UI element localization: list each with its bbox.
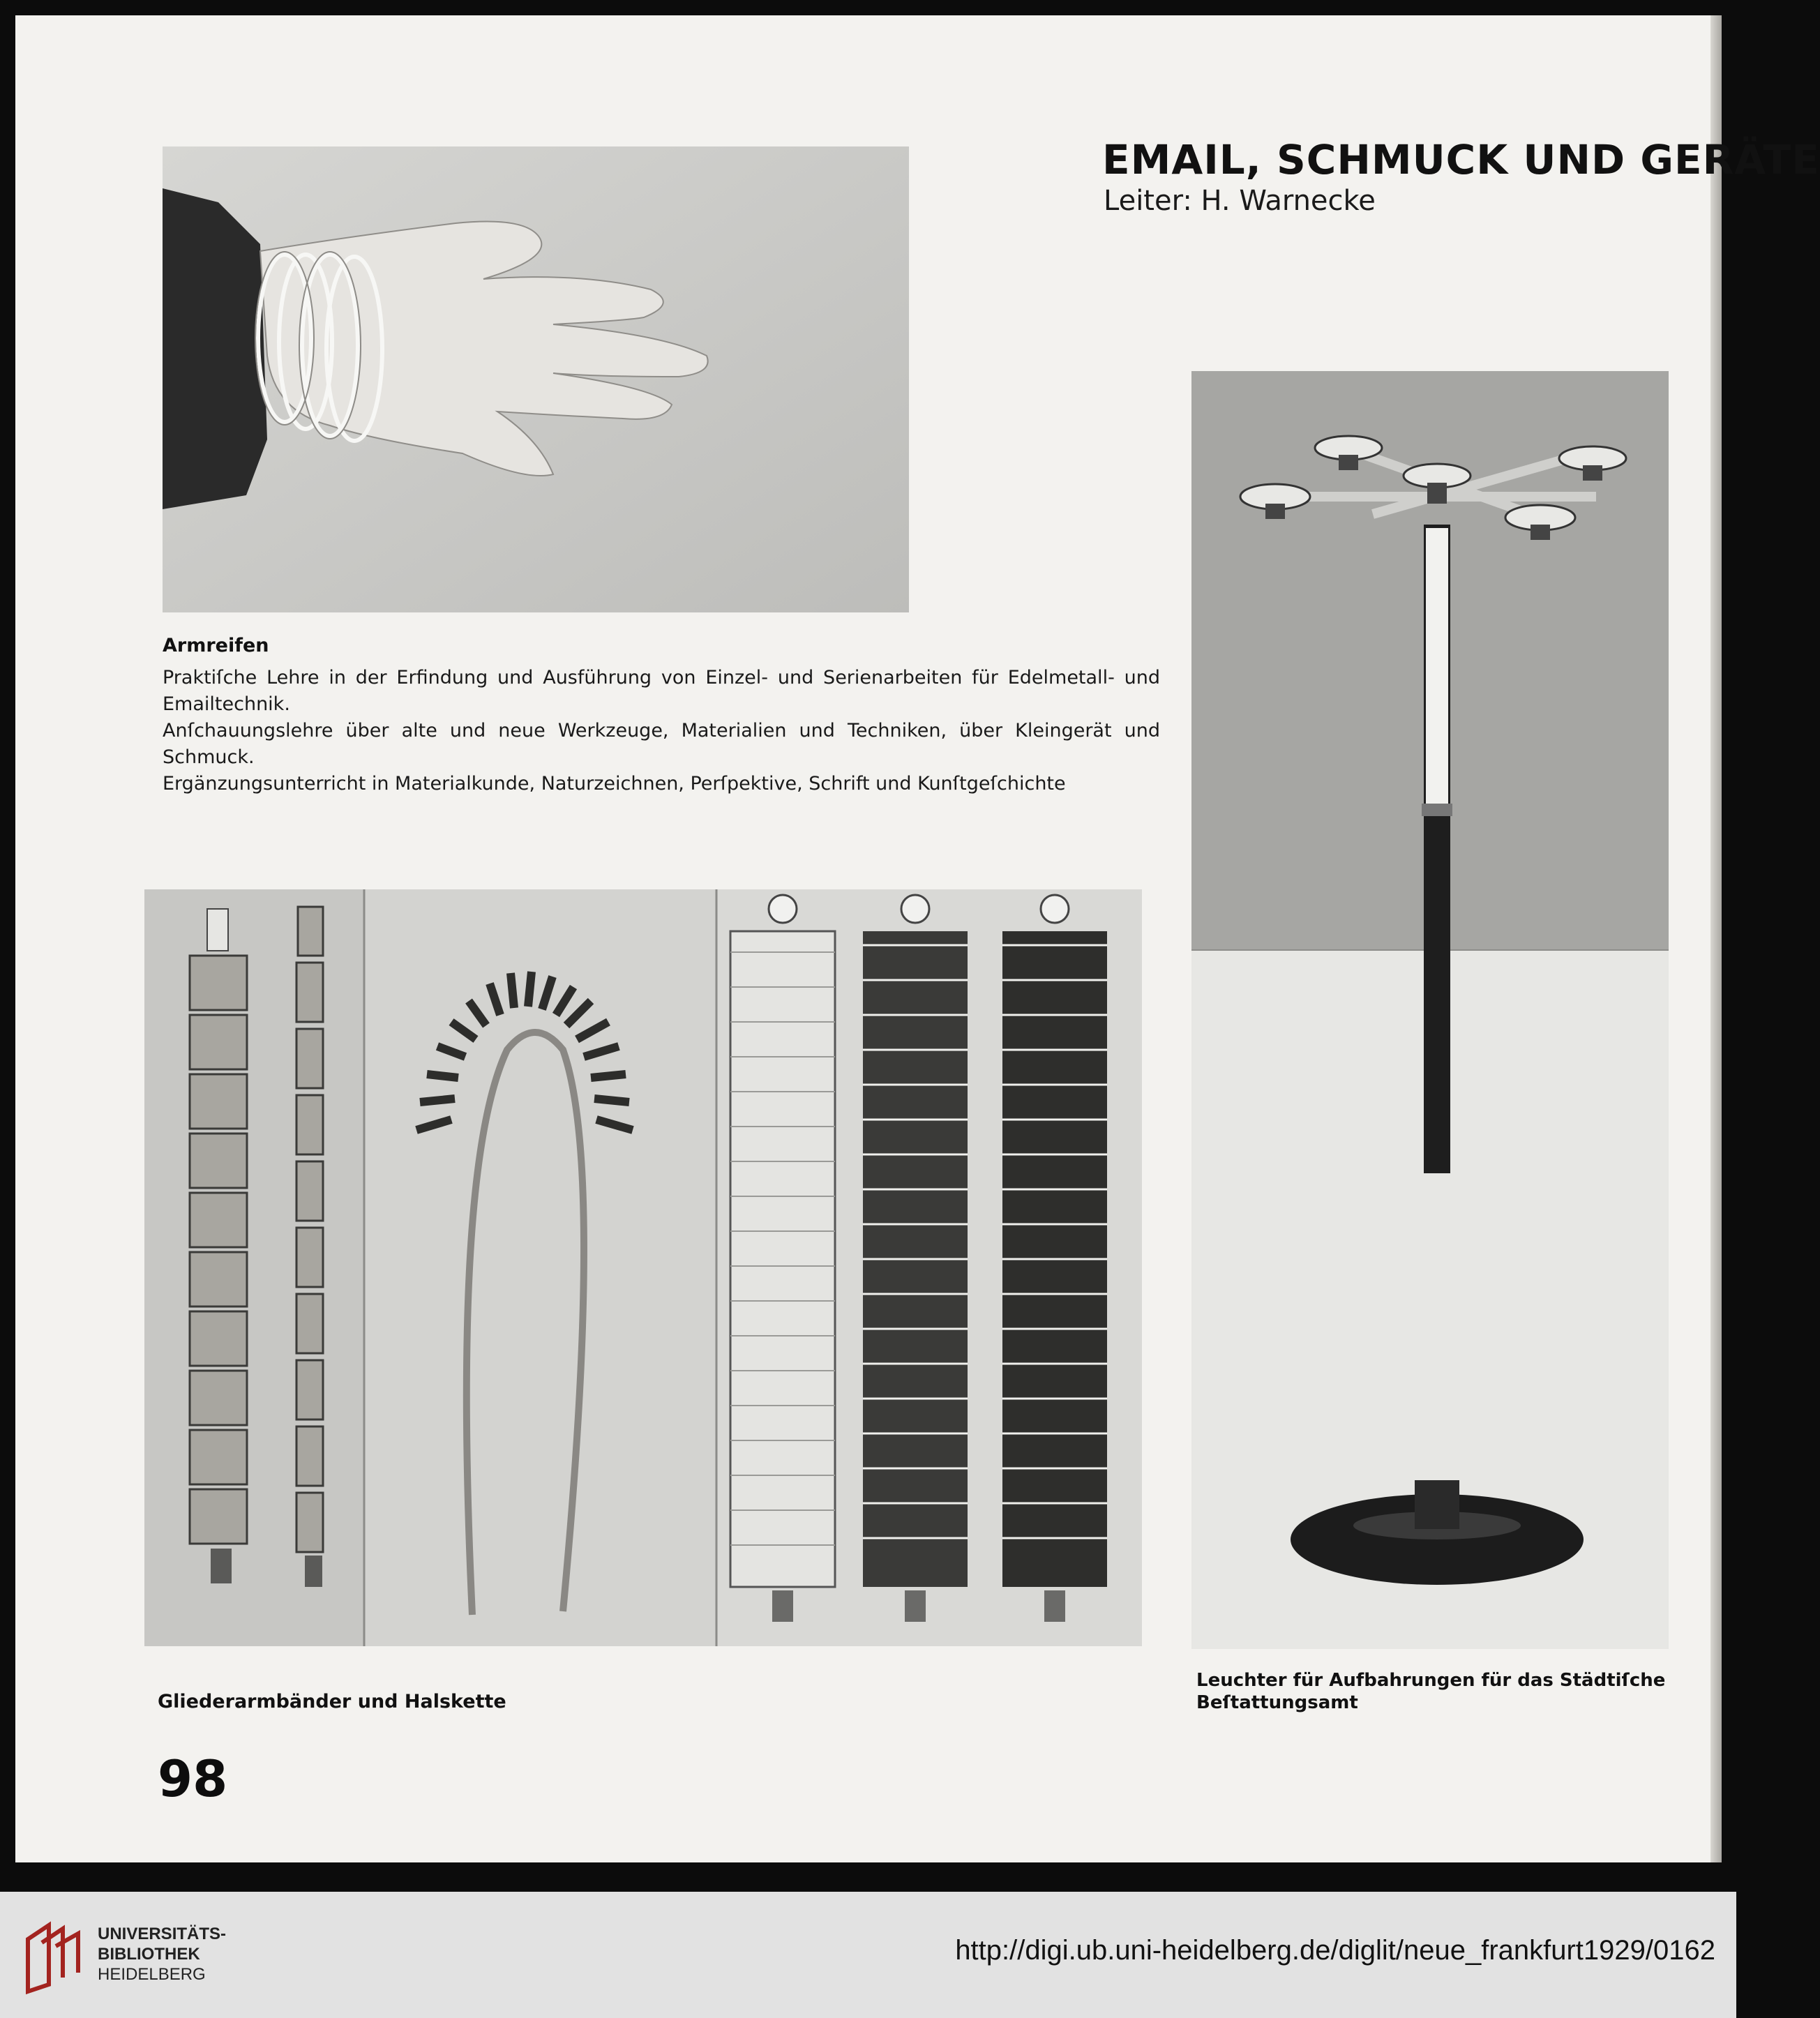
- caption-armreifen: Armreifen: [163, 635, 269, 656]
- body-line-1: Praktiſche Lehre in der Erfindung und Ausführung von Einzel- und Serienarbeiten für Edelmetall- und Emailtechnik.: [163, 667, 1160, 715]
- page-subtitle: Leiter: H. Warnecke: [1104, 185, 1376, 217]
- source-url-link[interactable]: http://digi.ub.uni-heidelberg.de/diglit/neue_frankfurt1929/0162: [955, 1935, 1715, 1966]
- library-line-1: UNIVERSITÄTS-: [98, 1925, 227, 1943]
- page-title: EMAIL, SCHMUCK UND GERÄTE: [1102, 136, 1820, 183]
- hand-with-bangles-photo: [163, 146, 909, 612]
- body-text: [163, 665, 1160, 797]
- candelabra-photo: [1191, 371, 1669, 1649]
- page-number: 98: [158, 1749, 228, 1808]
- library-line-2: BIBLIOTHEK: [98, 1945, 200, 1964]
- library-line-3: HEIDELBERG: [98, 1965, 206, 1984]
- page-edge: [1710, 15, 1722, 1862]
- body-line-3: Ergänzungsunterricht in Materialkunde, Naturzeichnen, Perſpektive, Schrift und Kunſtgeſchichte: [163, 773, 1066, 795]
- body-line-2: Anſchauungslehre über alte und neue Werkzeuge, Materialien und Techniken, über Kleingerät und Schmuck.: [163, 720, 1160, 768]
- library-name: [98, 1924, 226, 1985]
- caption-leuchter-line1: Leuchter für Aufbahrungen für das Städtiſche: [1196, 1670, 1666, 1691]
- caption-leuchter-line2: Beſtattungsamt: [1196, 1692, 1358, 1713]
- university-library-logo-icon[interactable]: [21, 1918, 85, 1995]
- caption-gliederarmbaender: Gliederarmbänder und Halskette: [158, 1691, 506, 1712]
- link-bracelets-necklace-photo: [144, 889, 1142, 1646]
- footer-bar: [0, 1892, 1736, 2018]
